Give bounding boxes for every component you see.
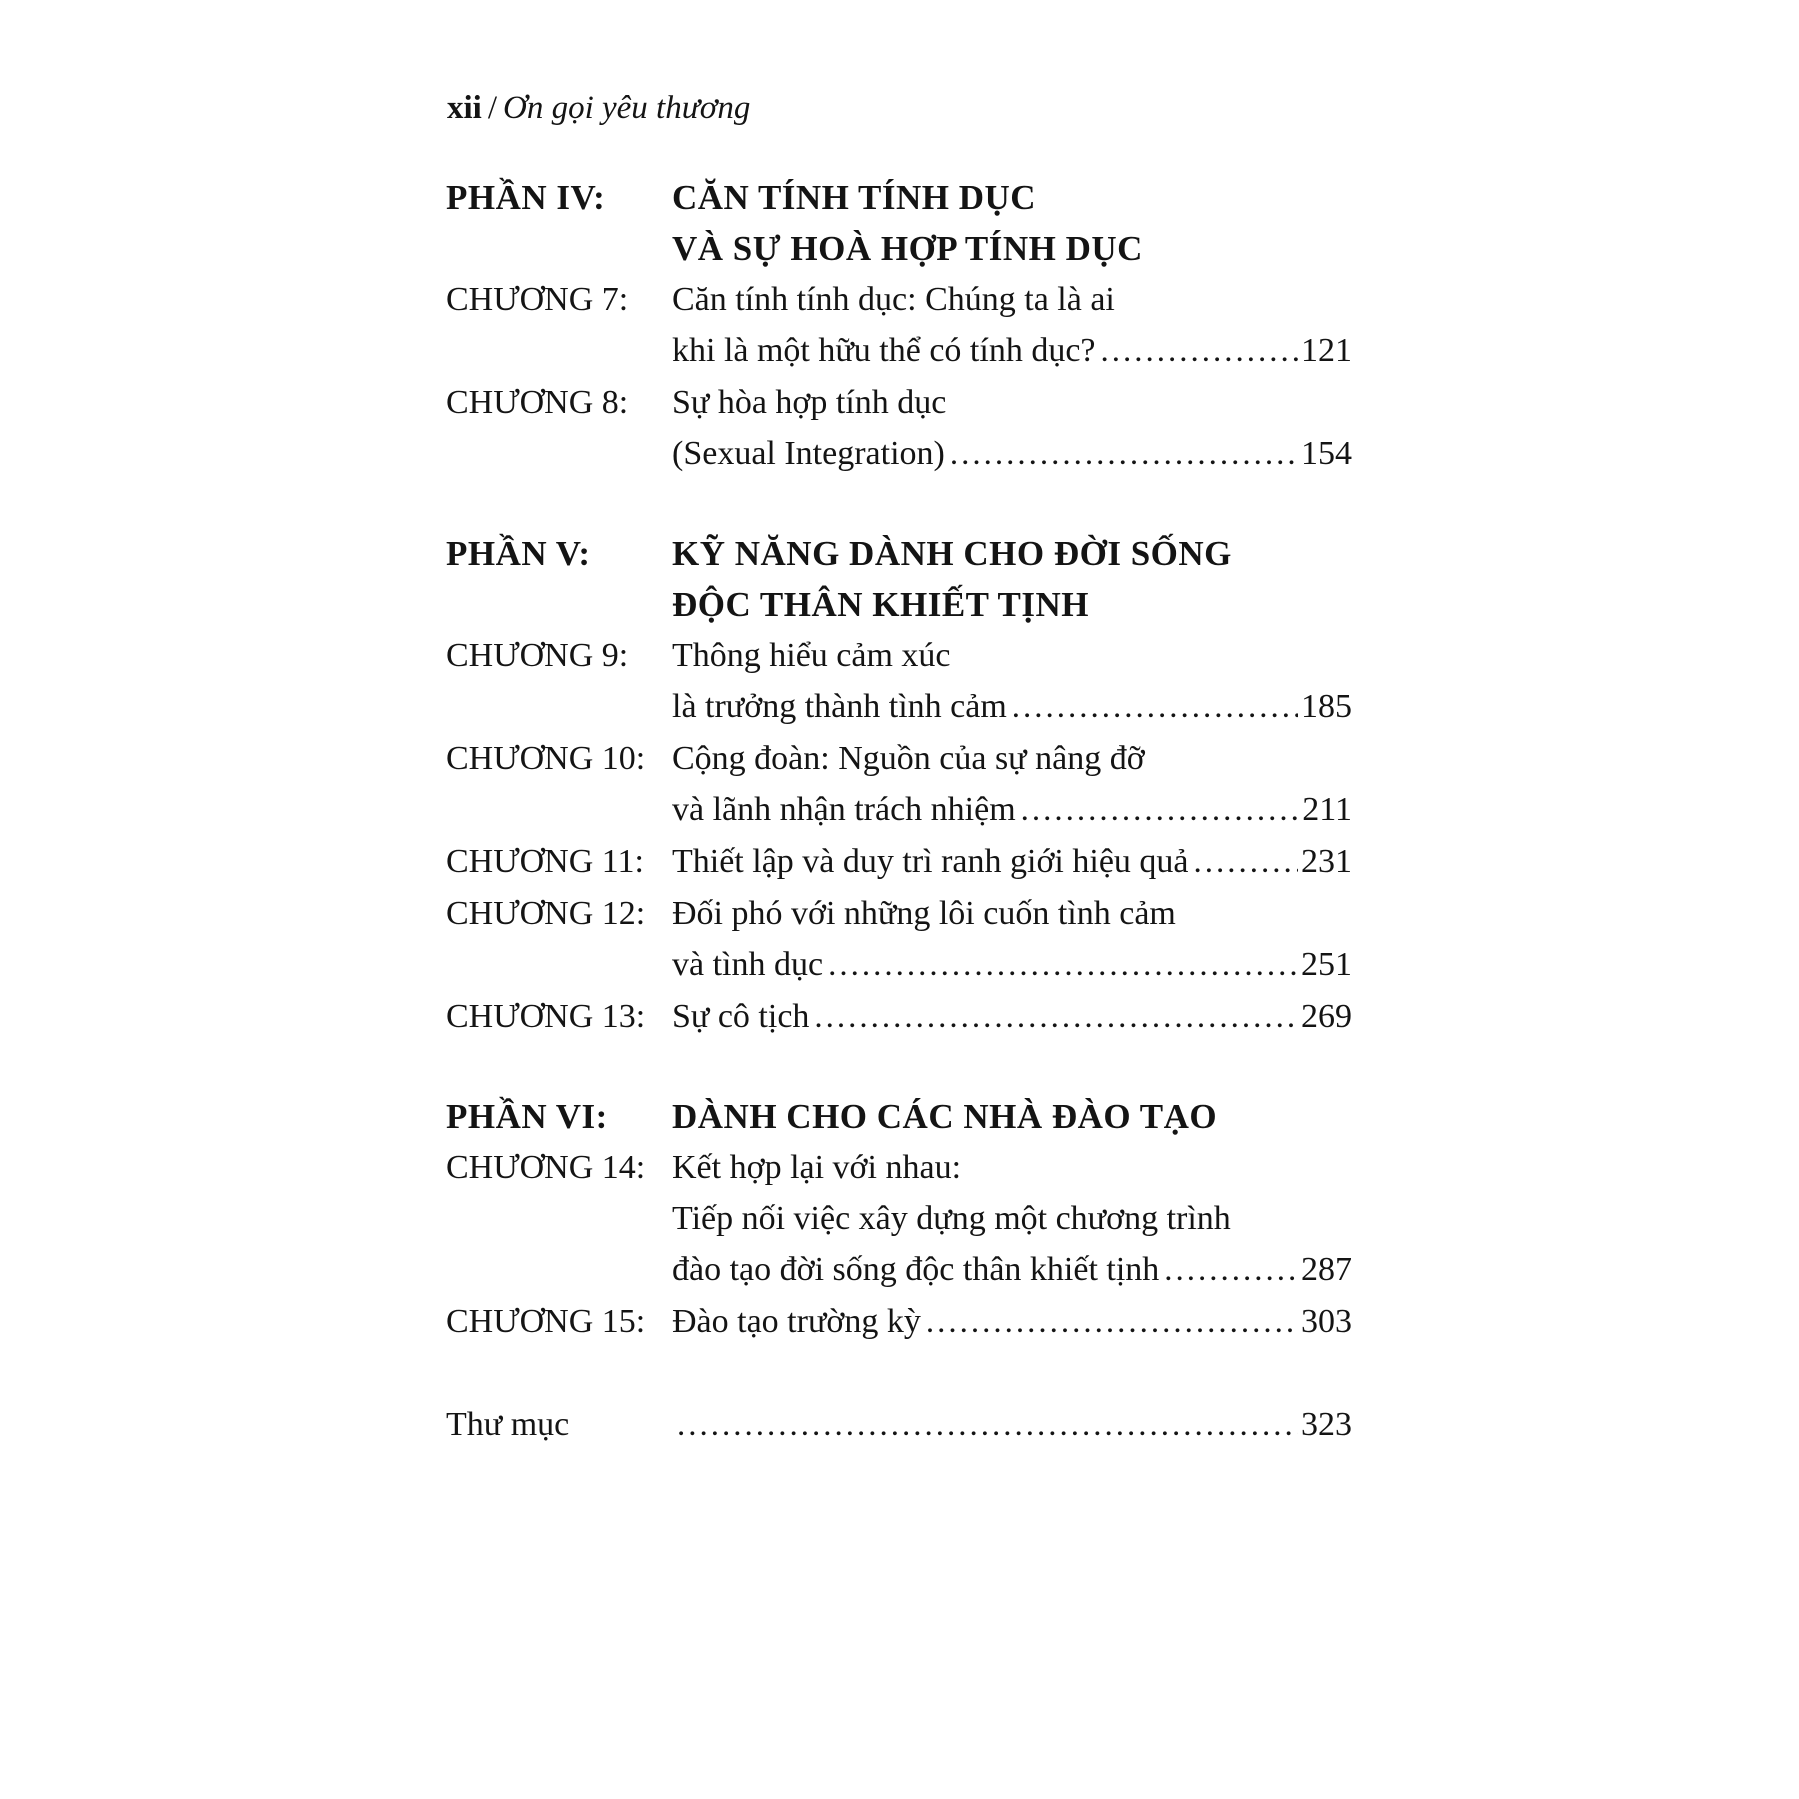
chapter-title: và tình dục	[672, 946, 824, 983]
chapter-label: CHƯƠNG 9:	[446, 637, 629, 674]
part-title: DÀNH CHO CÁC NHÀ ĐÀO TẠO	[672, 1097, 1218, 1136]
dot-leader	[672, 1400, 1298, 1451]
chapter-title: Đối phó với những lôi cuốn tình cảm	[672, 895, 1176, 932]
page-ref: 231	[1301, 843, 1352, 880]
chapter-row	[446, 939, 1352, 991]
folio-page-number: xii	[447, 90, 482, 126]
chapter-row	[446, 681, 1352, 733]
page-ref: 323	[1301, 1406, 1352, 1443]
chapter-row	[446, 428, 1352, 480]
part-title: ĐỘC THÂN KHIẾT TỊNH	[672, 585, 1089, 624]
chapter-title: Thông hiểu cảm xúc	[672, 637, 951, 674]
dot-leader	[1189, 837, 1298, 888]
chapter-title: Tiếp nối việc xây dựng một chương trình	[672, 1200, 1231, 1237]
backmatter-row	[446, 1399, 1352, 1451]
page-ref: 211	[1302, 791, 1352, 828]
chapter-label: CHƯƠNG 7:	[446, 281, 629, 318]
chapter-row	[446, 630, 1352, 681]
chapter-title: (Sexual Integration)	[672, 435, 945, 472]
part-label: PHẦN VI:	[446, 1097, 608, 1136]
chapter-title: và lãnh nhận trách nhiệm	[672, 791, 1016, 828]
dot-leader	[1159, 1245, 1298, 1296]
page-ref: 154	[1301, 435, 1352, 472]
dot-leader	[823, 940, 1298, 991]
header-separator: /	[487, 90, 498, 126]
chapter-label: CHƯƠNG 10:	[446, 740, 646, 777]
chapter-label: CHƯƠNG 15:	[446, 1303, 646, 1340]
dot-leader	[921, 1297, 1298, 1348]
part-row	[446, 172, 1352, 223]
page-ref: 287	[1301, 1251, 1352, 1288]
part-row	[446, 223, 1352, 274]
dot-leader	[1096, 326, 1298, 377]
part-label: PHẦN IV:	[446, 178, 606, 217]
dot-leader	[1007, 682, 1298, 733]
chapter-row	[446, 274, 1352, 325]
chapter-title: Sự cô tịch	[672, 998, 810, 1035]
part-row	[446, 579, 1352, 630]
page-ref: 185	[1301, 688, 1352, 725]
chapter-label: CHƯƠNG 8:	[446, 384, 629, 421]
chapter-label: CHƯƠNG 12:	[446, 895, 646, 932]
chapter-title: đào tạo đời sống độc thân khiết tịnh	[672, 1251, 1160, 1288]
page-ref: 269	[1301, 998, 1352, 1035]
chapter-title: khi là một hữu thể có tính dục?	[672, 332, 1096, 369]
chapter-title: Cộng đoàn: Nguồn của sự nâng đỡ	[672, 740, 1145, 777]
chapter-title: Căn tính tính dục: Chúng ta là ai	[672, 281, 1115, 318]
book-title: Ơn gọi yêu thương	[503, 90, 751, 126]
chapter-title: Sự hòa hợp tính dục	[672, 384, 947, 421]
chapter-row	[446, 325, 1352, 377]
dot-leader	[945, 429, 1298, 480]
chapter-title: Kết hợp lại với nhau:	[672, 1149, 962, 1186]
table-of-contents	[446, 172, 1352, 1451]
part-title: VÀ SỰ HOÀ HỢP TÍNH DỤC	[672, 229, 1143, 268]
chapter-row	[446, 836, 1352, 888]
chapter-title: là trưởng thành tình cảm	[672, 688, 1007, 725]
page-ref: 251	[1301, 946, 1352, 983]
dot-leader	[1016, 785, 1300, 836]
chapter-row	[446, 377, 1352, 428]
chapter-label: CHƯƠNG 14:	[446, 1149, 646, 1186]
part-title: CĂN TÍNH TÍNH DỤC	[672, 178, 1037, 217]
chapter-row	[446, 1142, 1352, 1193]
chapter-title: Thiết lập và duy trì ranh giới hiệu quả	[672, 843, 1189, 880]
chapter-row	[446, 991, 1352, 1043]
chapter-row	[446, 1296, 1352, 1348]
page-ref: 303	[1301, 1303, 1352, 1340]
chapter-row	[446, 888, 1352, 939]
chapter-row	[446, 733, 1352, 784]
backmatter-label: Thư mục	[446, 1406, 570, 1443]
chapter-row	[446, 1244, 1352, 1296]
chapter-row	[446, 784, 1352, 836]
chapter-label: CHƯƠNG 11:	[446, 843, 644, 880]
dot-leader	[809, 992, 1298, 1043]
part-title: KỸ NĂNG DÀNH CHO ĐỜI SỐNG	[672, 534, 1232, 573]
page-ref: 121	[1301, 332, 1352, 369]
part-row	[446, 528, 1352, 579]
part-row	[446, 1091, 1352, 1142]
chapter-label: CHƯƠNG 13:	[446, 998, 646, 1035]
part-label: PHẦN V:	[446, 534, 591, 573]
chapter-row	[446, 1193, 1352, 1244]
chapter-title: Đào tạo trường kỳ	[672, 1303, 921, 1340]
running-header	[447, 88, 750, 128]
